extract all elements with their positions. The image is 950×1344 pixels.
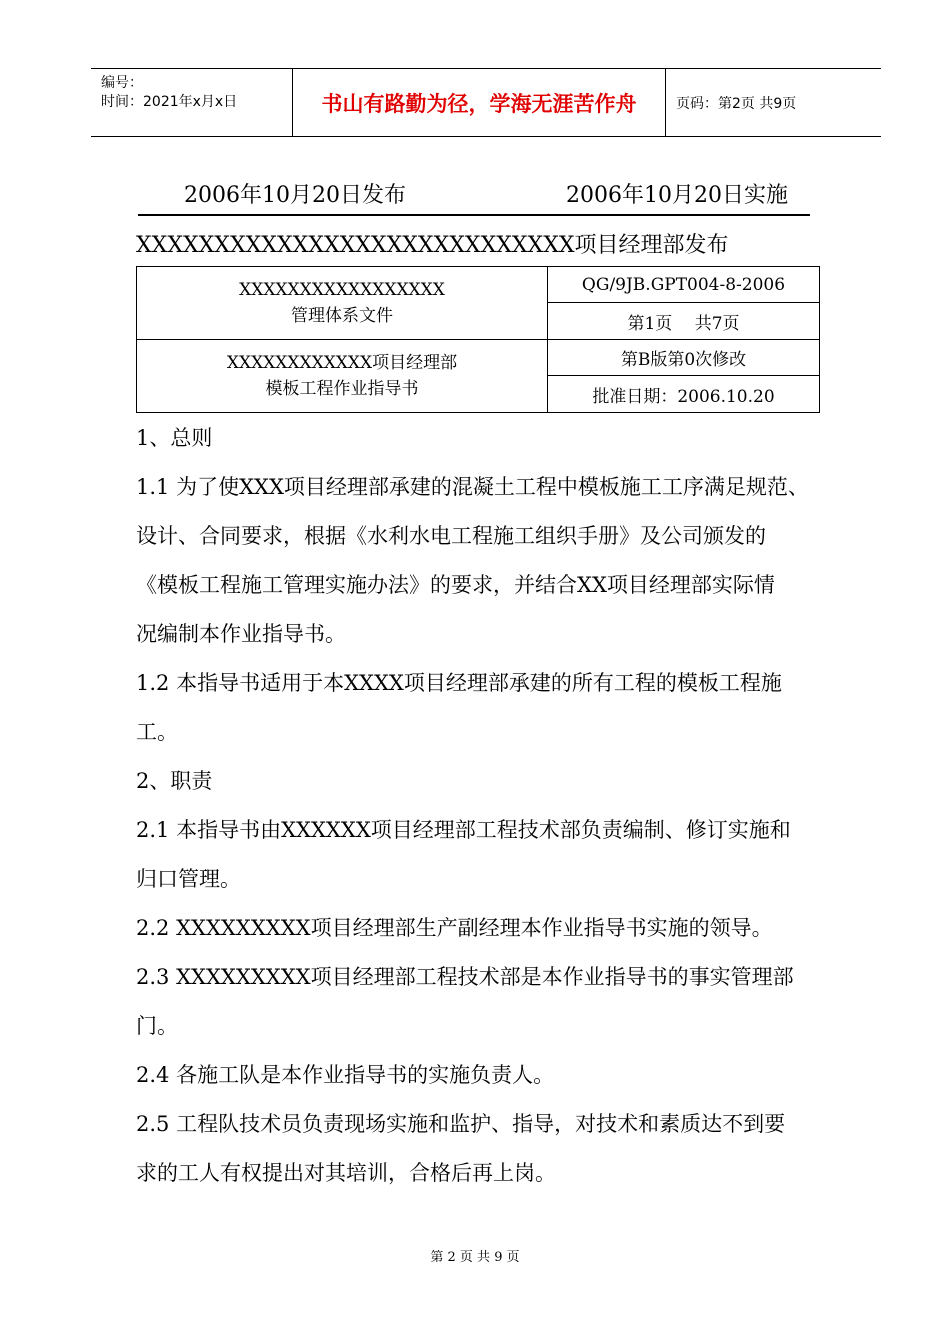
text-line: 2.4 各施工队是本作业指导书的实施负责人。 bbox=[136, 1063, 555, 1087]
text-line: 1.2 本指导书适用于本XXXX项目经理部承建的所有工程的模板工程施 bbox=[136, 671, 782, 695]
approval-date: 批准日期：2006.10.20 bbox=[548, 376, 820, 413]
page-footer: 第 2 页 共 9 页 bbox=[430, 1250, 520, 1265]
title-cell bbox=[137, 340, 548, 413]
text-line: 门。 bbox=[136, 1014, 178, 1038]
heading-general: 1、总则 bbox=[136, 426, 213, 450]
time-label: 时间：2021年x月x日 bbox=[101, 94, 238, 110]
page-header bbox=[91, 68, 881, 137]
publish-date: 2006年10月20日发布 bbox=[184, 183, 406, 208]
doc-type: 管理体系文件 bbox=[291, 306, 393, 326]
title-divider bbox=[138, 214, 810, 216]
text-line: 2.1 本指导书由XXXXXX项目经理部工程技术部负责编制、修订实施和 bbox=[136, 818, 791, 842]
publisher-line: XXXXXXXXXXXXXXXXXXXXXXXXXXXX项目经理部发布 bbox=[136, 233, 729, 258]
text-line: 求的工人有权提出对其培训，合格后再上岗。 bbox=[136, 1161, 556, 1185]
doc-code: QG/9JB.GPT004-8-2006 bbox=[548, 267, 820, 303]
document-info-table bbox=[136, 266, 820, 413]
text-line: 工。 bbox=[136, 720, 178, 744]
org-cell bbox=[137, 267, 548, 340]
text-line: 况编制本作业指导书。 bbox=[136, 622, 346, 646]
text-line: 2.2 XXXXXXXXX项目经理部生产副经理本作业指导书实施的领导。 bbox=[136, 916, 773, 940]
text-line: 1.1 为了使XXX项目经理部承建的混凝土工程中模板施工工序满足规范、 bbox=[136, 475, 809, 499]
dept-name: XXXXXXXXXXXX项目经理部 bbox=[226, 353, 458, 373]
number-label: 编号： bbox=[101, 75, 143, 91]
text-line: 《模板工程施工管理实施办法》的要求，并结合XX项目经理部实际情 bbox=[136, 573, 775, 597]
header-motto: 书山有路勤为径，学海无涯苦作舟 bbox=[293, 69, 666, 136]
doc-title: 模板工程作业指导书 bbox=[265, 379, 419, 399]
header-page-label: 页码：第2页 共9页 bbox=[676, 95, 797, 112]
body-text bbox=[136, 414, 809, 1198]
heading-duties: 2、职责 bbox=[136, 769, 213, 793]
text-line: 2.3 XXXXXXXXX项目经理部工程技术部是本作业指导书的事实管理部 bbox=[136, 965, 794, 989]
doc-version: 第B版第0次修改 bbox=[548, 340, 820, 376]
text-line: 设计、合同要求，根据《水利水电工程施工组织手册》及公司颁发的 bbox=[136, 524, 766, 548]
text-line: 归口管理。 bbox=[136, 867, 241, 891]
doc-pages: 第1页 共7页 bbox=[548, 303, 820, 340]
text-line: 2.5 工程队技术员负责现场实施和监护、指导，对技术和素质达不到要 bbox=[136, 1112, 786, 1136]
implement-date: 2006年10月20日实施 bbox=[566, 183, 788, 208]
header-meta-cell bbox=[91, 69, 293, 136]
org-name: XXXXXXXXXXXXXXXXX bbox=[239, 280, 445, 300]
